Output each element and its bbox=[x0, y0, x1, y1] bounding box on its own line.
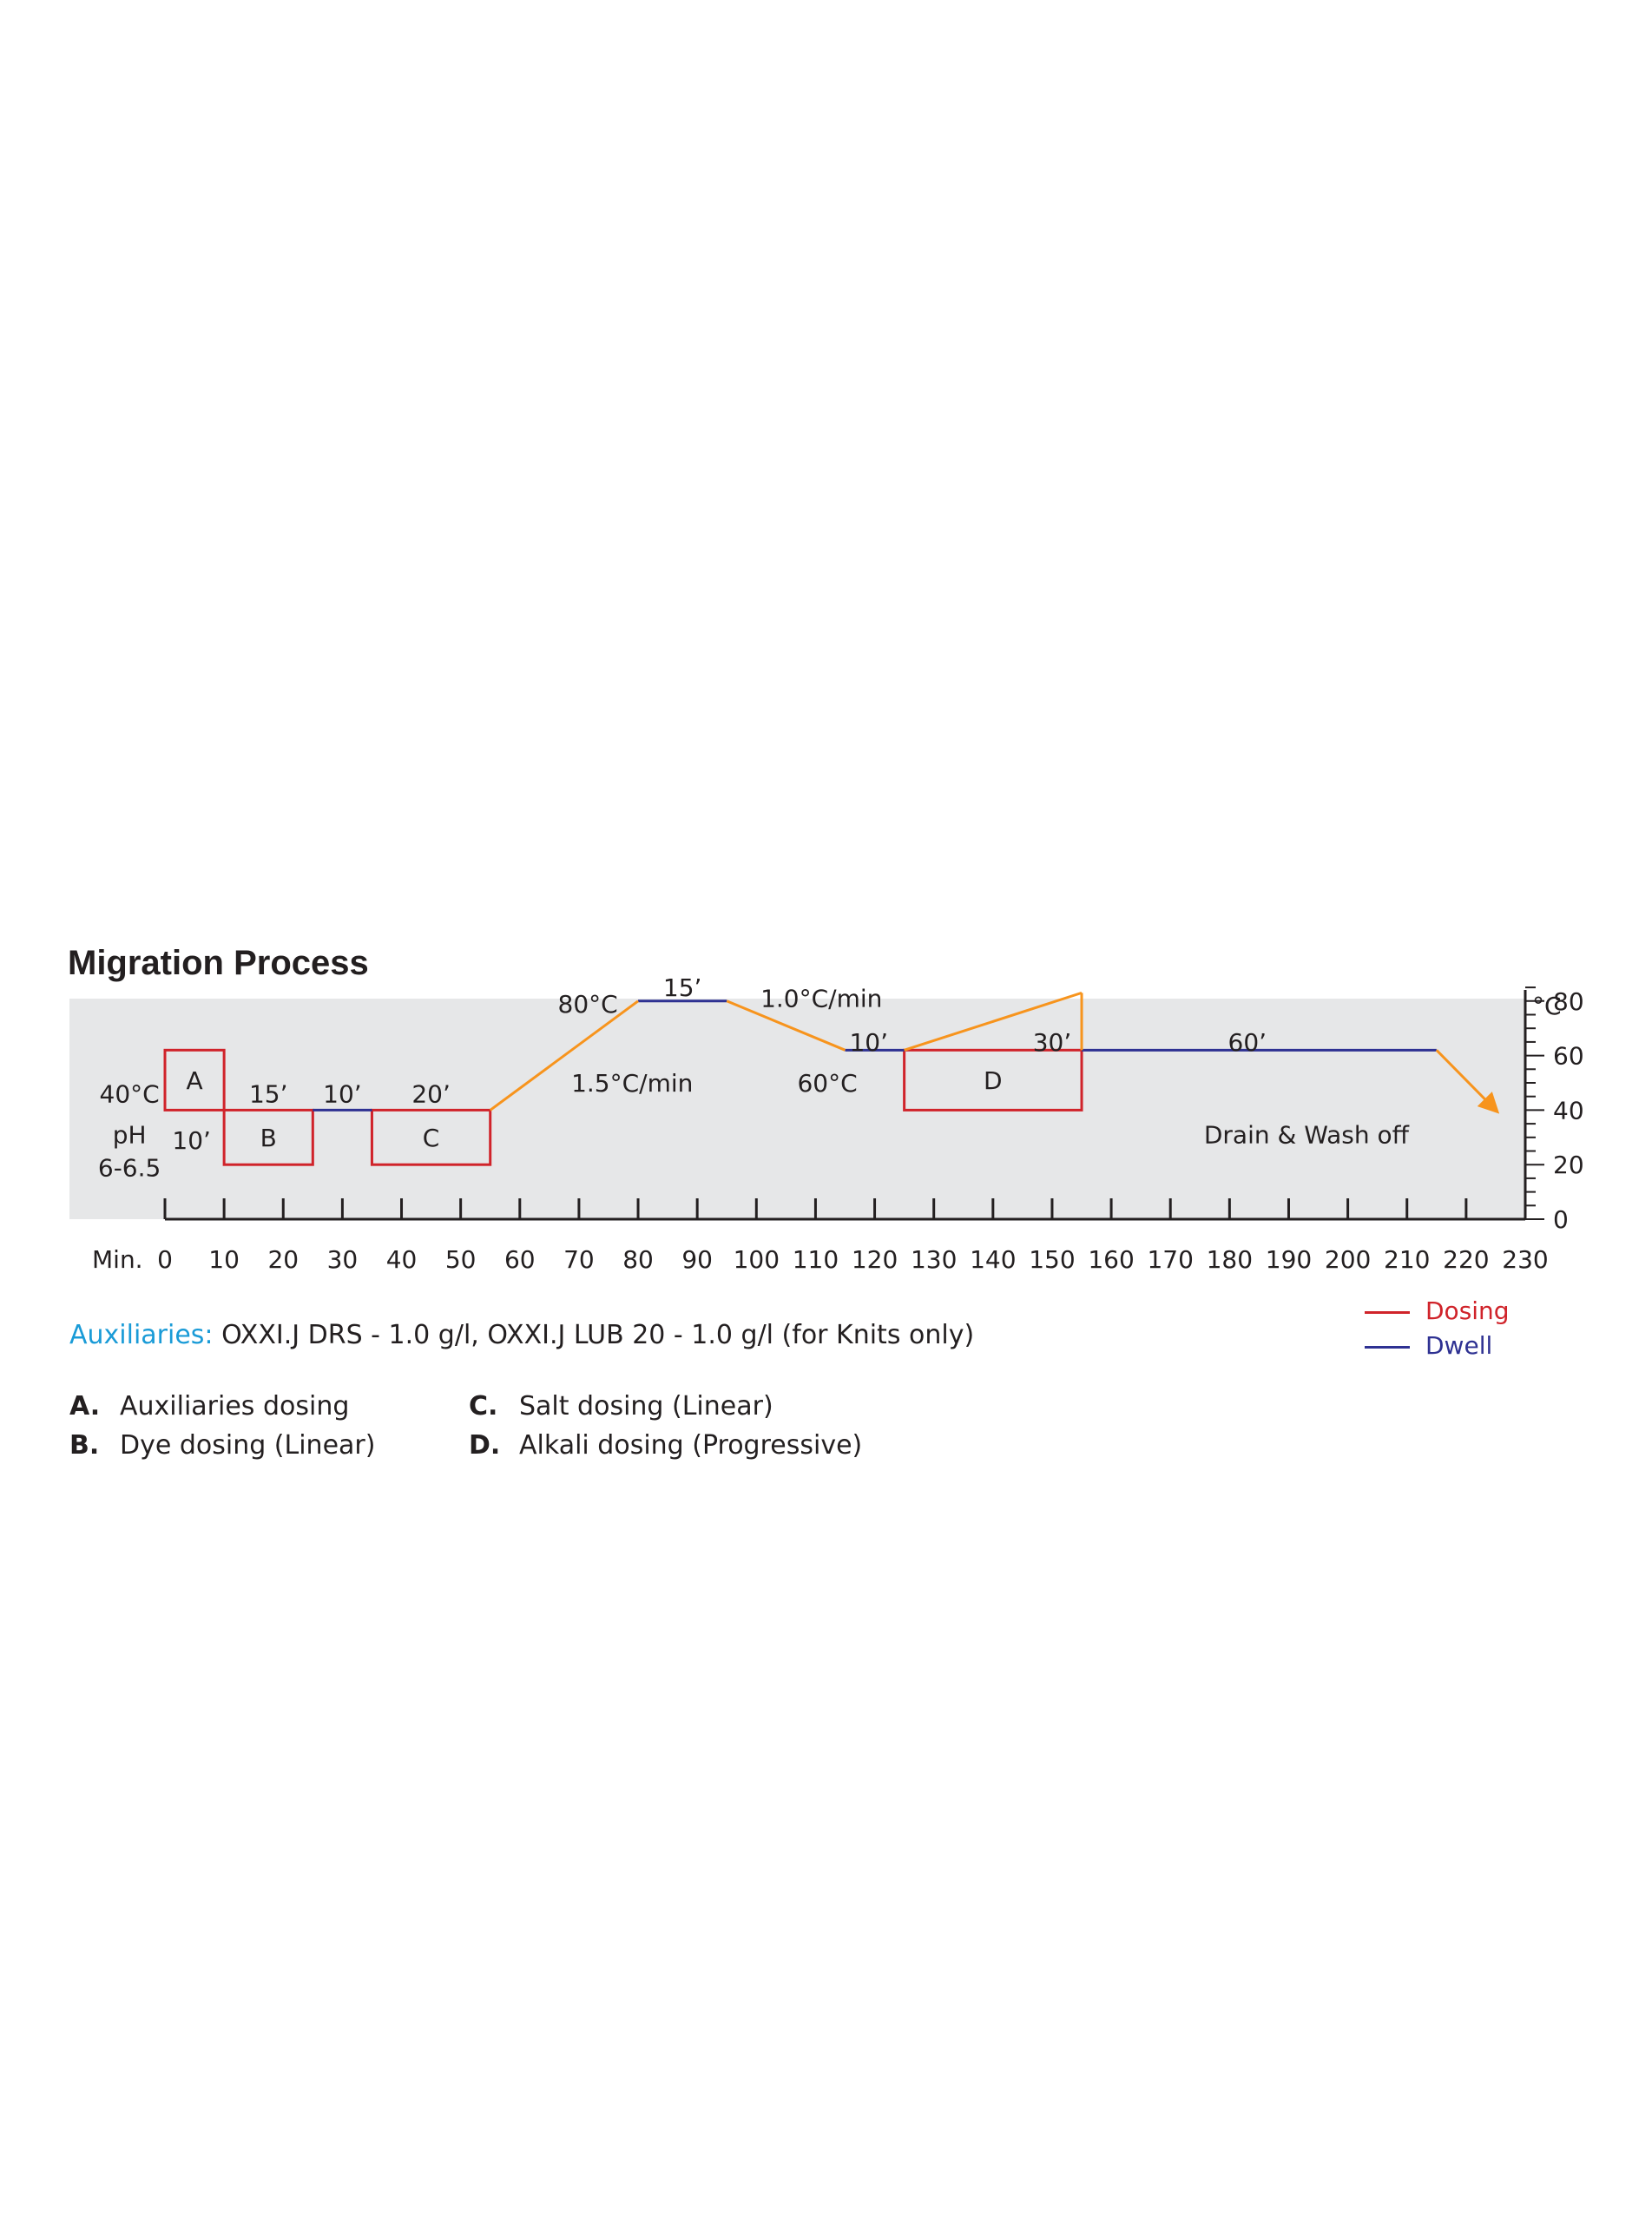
legend-item-dosing bbox=[1365, 1296, 1510, 1325]
y-tick-label: 20 bbox=[1553, 1151, 1584, 1180]
x-tick-label: 230 bbox=[1502, 1245, 1549, 1274]
chart-annotation: 1.5°C/min bbox=[571, 1069, 694, 1098]
dosing-box-label: C bbox=[422, 1123, 440, 1152]
chart-annotation: 80°C bbox=[557, 989, 618, 1019]
legend-item-dwell bbox=[1365, 1331, 1492, 1360]
chart-annotation: 20’ bbox=[411, 1079, 451, 1109]
x-tick-label: 150 bbox=[1029, 1245, 1076, 1274]
x-tick-label: 20 bbox=[267, 1245, 299, 1274]
legend-swatch-dwell bbox=[1365, 1346, 1410, 1349]
step-d bbox=[469, 1430, 862, 1461]
step-key: C. bbox=[469, 1391, 498, 1422]
chart-annotation: 1.0°C/min bbox=[760, 984, 883, 1013]
x-axis-unit-label: Min. bbox=[92, 1245, 143, 1274]
y-axis-unit-label: °C bbox=[1532, 992, 1562, 1020]
step-a bbox=[69, 1391, 349, 1422]
step-text: Alkali dosing (Progressive) bbox=[519, 1430, 863, 1461]
x-tick-label: 180 bbox=[1206, 1245, 1254, 1274]
x-tick-label: 130 bbox=[910, 1245, 958, 1274]
x-tick-label: 190 bbox=[1265, 1245, 1313, 1274]
x-tick-label: 0 bbox=[157, 1245, 173, 1274]
chart-annotation: Drain & Wash off bbox=[1203, 1120, 1409, 1150]
chart-annotation: 10’ bbox=[172, 1125, 211, 1155]
step-key: A. bbox=[69, 1391, 101, 1422]
chart-annotation: 10’ bbox=[323, 1079, 362, 1109]
chart-annotation: 40°C bbox=[99, 1079, 160, 1109]
dosing-box-label: B bbox=[260, 1123, 277, 1152]
x-tick-label: 70 bbox=[563, 1245, 595, 1274]
x-tick-label: 140 bbox=[970, 1245, 1017, 1274]
x-tick-label: 40 bbox=[385, 1245, 418, 1274]
x-tick-label: 10 bbox=[208, 1245, 240, 1274]
legend-label-dwell: Dwell bbox=[1425, 1331, 1493, 1360]
auxiliaries-label: Auxiliaries: bbox=[69, 1320, 214, 1350]
x-tick-label: 210 bbox=[1384, 1245, 1431, 1274]
x-tick-label: 200 bbox=[1324, 1245, 1372, 1274]
x-tick-label: 100 bbox=[733, 1245, 780, 1274]
chart-annotation: pH bbox=[112, 1120, 147, 1150]
legend-label-dosing: Dosing bbox=[1425, 1296, 1510, 1325]
y-tick-label: 80 bbox=[1553, 986, 1584, 1016]
step-key: B. bbox=[69, 1430, 100, 1461]
x-tick-label: 60 bbox=[503, 1245, 536, 1274]
x-tick-label: 110 bbox=[792, 1245, 839, 1274]
page-title: Migration Process bbox=[68, 944, 369, 982]
x-tick-label: 50 bbox=[444, 1245, 477, 1274]
x-tick-label: 90 bbox=[681, 1245, 713, 1274]
x-tick-label: 80 bbox=[622, 1245, 654, 1274]
chart-annotation: 15’ bbox=[248, 1079, 288, 1109]
step-b bbox=[69, 1430, 375, 1461]
x-tick-label: 170 bbox=[1147, 1245, 1194, 1274]
y-tick-label: 0 bbox=[1553, 1205, 1569, 1234]
chart-annotation: 15’ bbox=[662, 973, 702, 1003]
auxiliaries-text: OXXI.J DRS - 1.0 g/l, OXXI.J LUB 20 - 1.0 g/l (for Knits only) bbox=[221, 1320, 975, 1350]
step-text: Auxiliaries dosing bbox=[120, 1391, 350, 1422]
dosing-box-label: A bbox=[186, 1065, 203, 1095]
chart-annotation: 60’ bbox=[1227, 1027, 1267, 1057]
x-tick-label: 160 bbox=[1088, 1245, 1135, 1274]
y-tick-label: 40 bbox=[1553, 1096, 1584, 1125]
x-tick-label: 220 bbox=[1443, 1245, 1490, 1274]
x-tick-label: 120 bbox=[851, 1245, 898, 1274]
dosing-box-label: D bbox=[984, 1065, 1003, 1095]
chart-annotation: 6-6.5 bbox=[97, 1153, 161, 1183]
chart-annotation: 30’ bbox=[1032, 1027, 1072, 1057]
x-tick-label: 30 bbox=[326, 1245, 359, 1274]
step-c bbox=[469, 1391, 773, 1422]
step-text: Dye dosing (Linear) bbox=[120, 1430, 376, 1461]
step-key: D. bbox=[469, 1430, 501, 1461]
step-text: Salt dosing (Linear) bbox=[519, 1391, 773, 1422]
chart-annotation: 60°C bbox=[797, 1069, 858, 1098]
auxiliaries-line bbox=[69, 1320, 974, 1350]
legend-swatch-dosing bbox=[1365, 1311, 1410, 1314]
chart-annotation: 10’ bbox=[849, 1027, 889, 1057]
y-tick-label: 60 bbox=[1553, 1041, 1584, 1071]
